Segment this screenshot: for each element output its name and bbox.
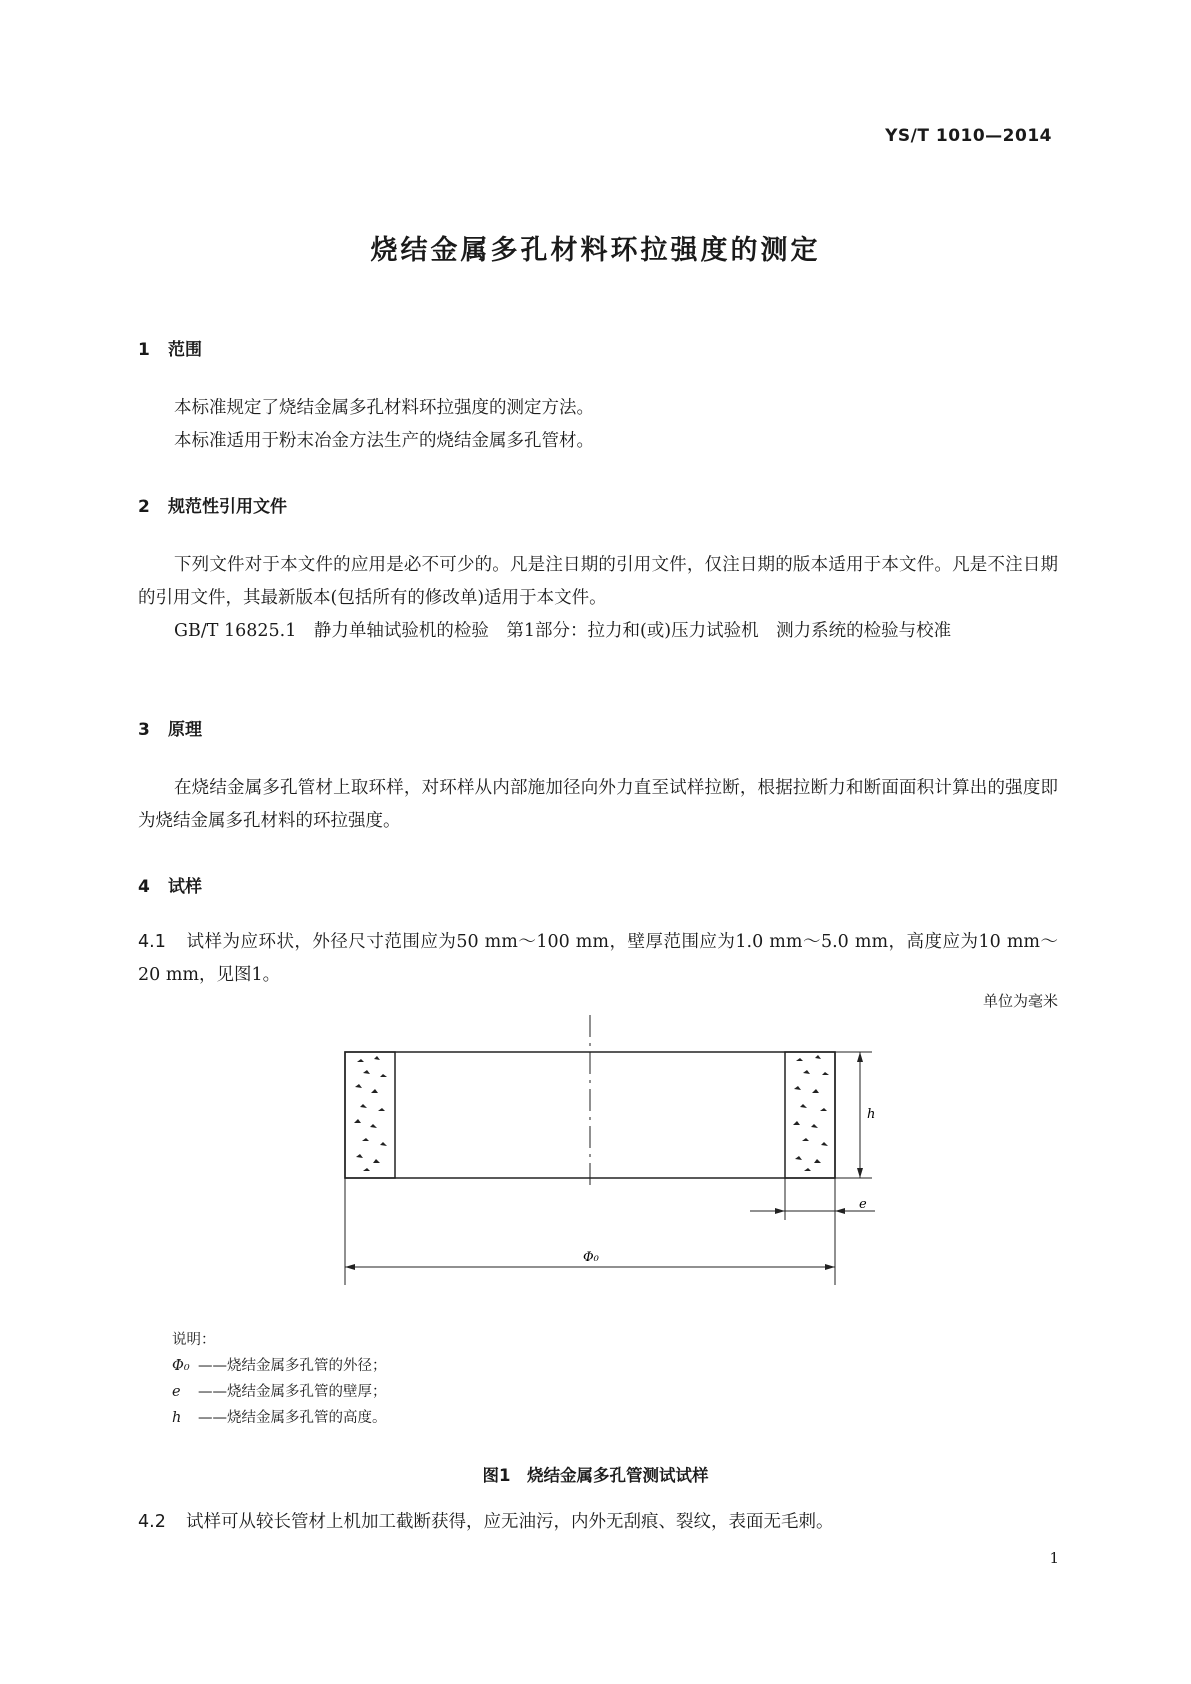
legend-item-h (172, 1405, 387, 1431)
section-1-para-2: 本标准适用于粉末冶金方法生产的烧结金属多孔管材。 (174, 431, 594, 451)
section-number: 3 (138, 720, 150, 740)
figure-caption: 图1 烧结金属多孔管测试试样 (482, 1466, 709, 1485)
section-3-para-1: 在烧结金属多孔管材上取环样，对环样从内部施加径向外力直至试样拉断，根据拉断力和断面面积计算出的强度即为烧结金属多孔材料的环拉强度。 (138, 778, 1058, 831)
standard-number: YS/T 1010—2014 (885, 126, 1052, 146)
legend-text: ——烧结金属多孔管的外径； (198, 1358, 387, 1374)
unit-note: 单位为毫米 (982, 992, 1058, 1010)
section-2-ref-1: GB/T 16825.1 静力单轴试验机的检验 第1部分：拉力和(或)压力试验机 测力系统的检验与校准 (174, 621, 952, 641)
section-title: 原理 (168, 720, 202, 740)
section-4-heading (138, 872, 202, 897)
section-title: 试样 (168, 877, 202, 897)
section-title: 范围 (168, 340, 202, 360)
legend-text: ——烧结金属多孔管的高度。 (198, 1410, 387, 1426)
section-number: 4 (138, 877, 150, 897)
figure-legend (172, 1327, 387, 1431)
document-title: 烧结金属多孔材料环拉强度的测定 (370, 235, 821, 266)
section-3-heading (138, 715, 202, 740)
legend-symbol: h (172, 1410, 182, 1426)
section-1-para-1: 本标准规定了烧结金属多孔材料环拉强度的测定方法。 (174, 398, 594, 418)
section-number: 1 (138, 340, 150, 360)
legend-title: 说明： (172, 1332, 216, 1348)
left-wall-porosity (354, 1056, 387, 1171)
section-1-heading (138, 335, 202, 360)
clause-text: 试样为应环状，外径尺寸范围应为50 mm～100 mm，壁厚范围应为1.0 mm～5.0 mm，高度应为10 mm～20 mm，见图1。 (138, 932, 1058, 985)
clause-4-2 (138, 1506, 1058, 1539)
legend-item-e (172, 1379, 387, 1405)
section-2-heading (138, 492, 287, 517)
e-label: e (859, 1197, 867, 1212)
clause-4-1 (138, 926, 1058, 992)
h-label: h (867, 1107, 876, 1122)
phi0-label: Φ₀ (583, 1250, 599, 1265)
right-wall-porosity (793, 1055, 829, 1171)
section-title: 规范性引用文件 (168, 497, 287, 517)
clause-text: 试样可从较长管材上机加工截断获得，应无油污，内外无刮痕、裂纹，表面无毛刺。 (186, 1512, 834, 1532)
page-number: 1 (1049, 1549, 1059, 1567)
specimen-figure (330, 1015, 900, 1290)
clause-number: 4.1 (138, 932, 166, 952)
left-wall (345, 1052, 395, 1178)
legend-item-phi0 (172, 1353, 387, 1379)
right-wall (785, 1052, 835, 1178)
section-2-para-1: 下列文件对于本文件的应用是必不可少的。凡是注日期的引用文件，仅注日期的版本适用于本文件。凡是不注日期的引用文件，其最新版本(包括所有的修改单)适用于本文件。 (138, 555, 1058, 608)
legend-symbol: e (172, 1384, 181, 1400)
legend-symbol: Φ₀ (172, 1358, 190, 1374)
clause-number: 4.2 (138, 1512, 166, 1532)
legend-text: ——烧结金属多孔管的壁厚； (198, 1384, 387, 1400)
section-number: 2 (138, 497, 150, 517)
